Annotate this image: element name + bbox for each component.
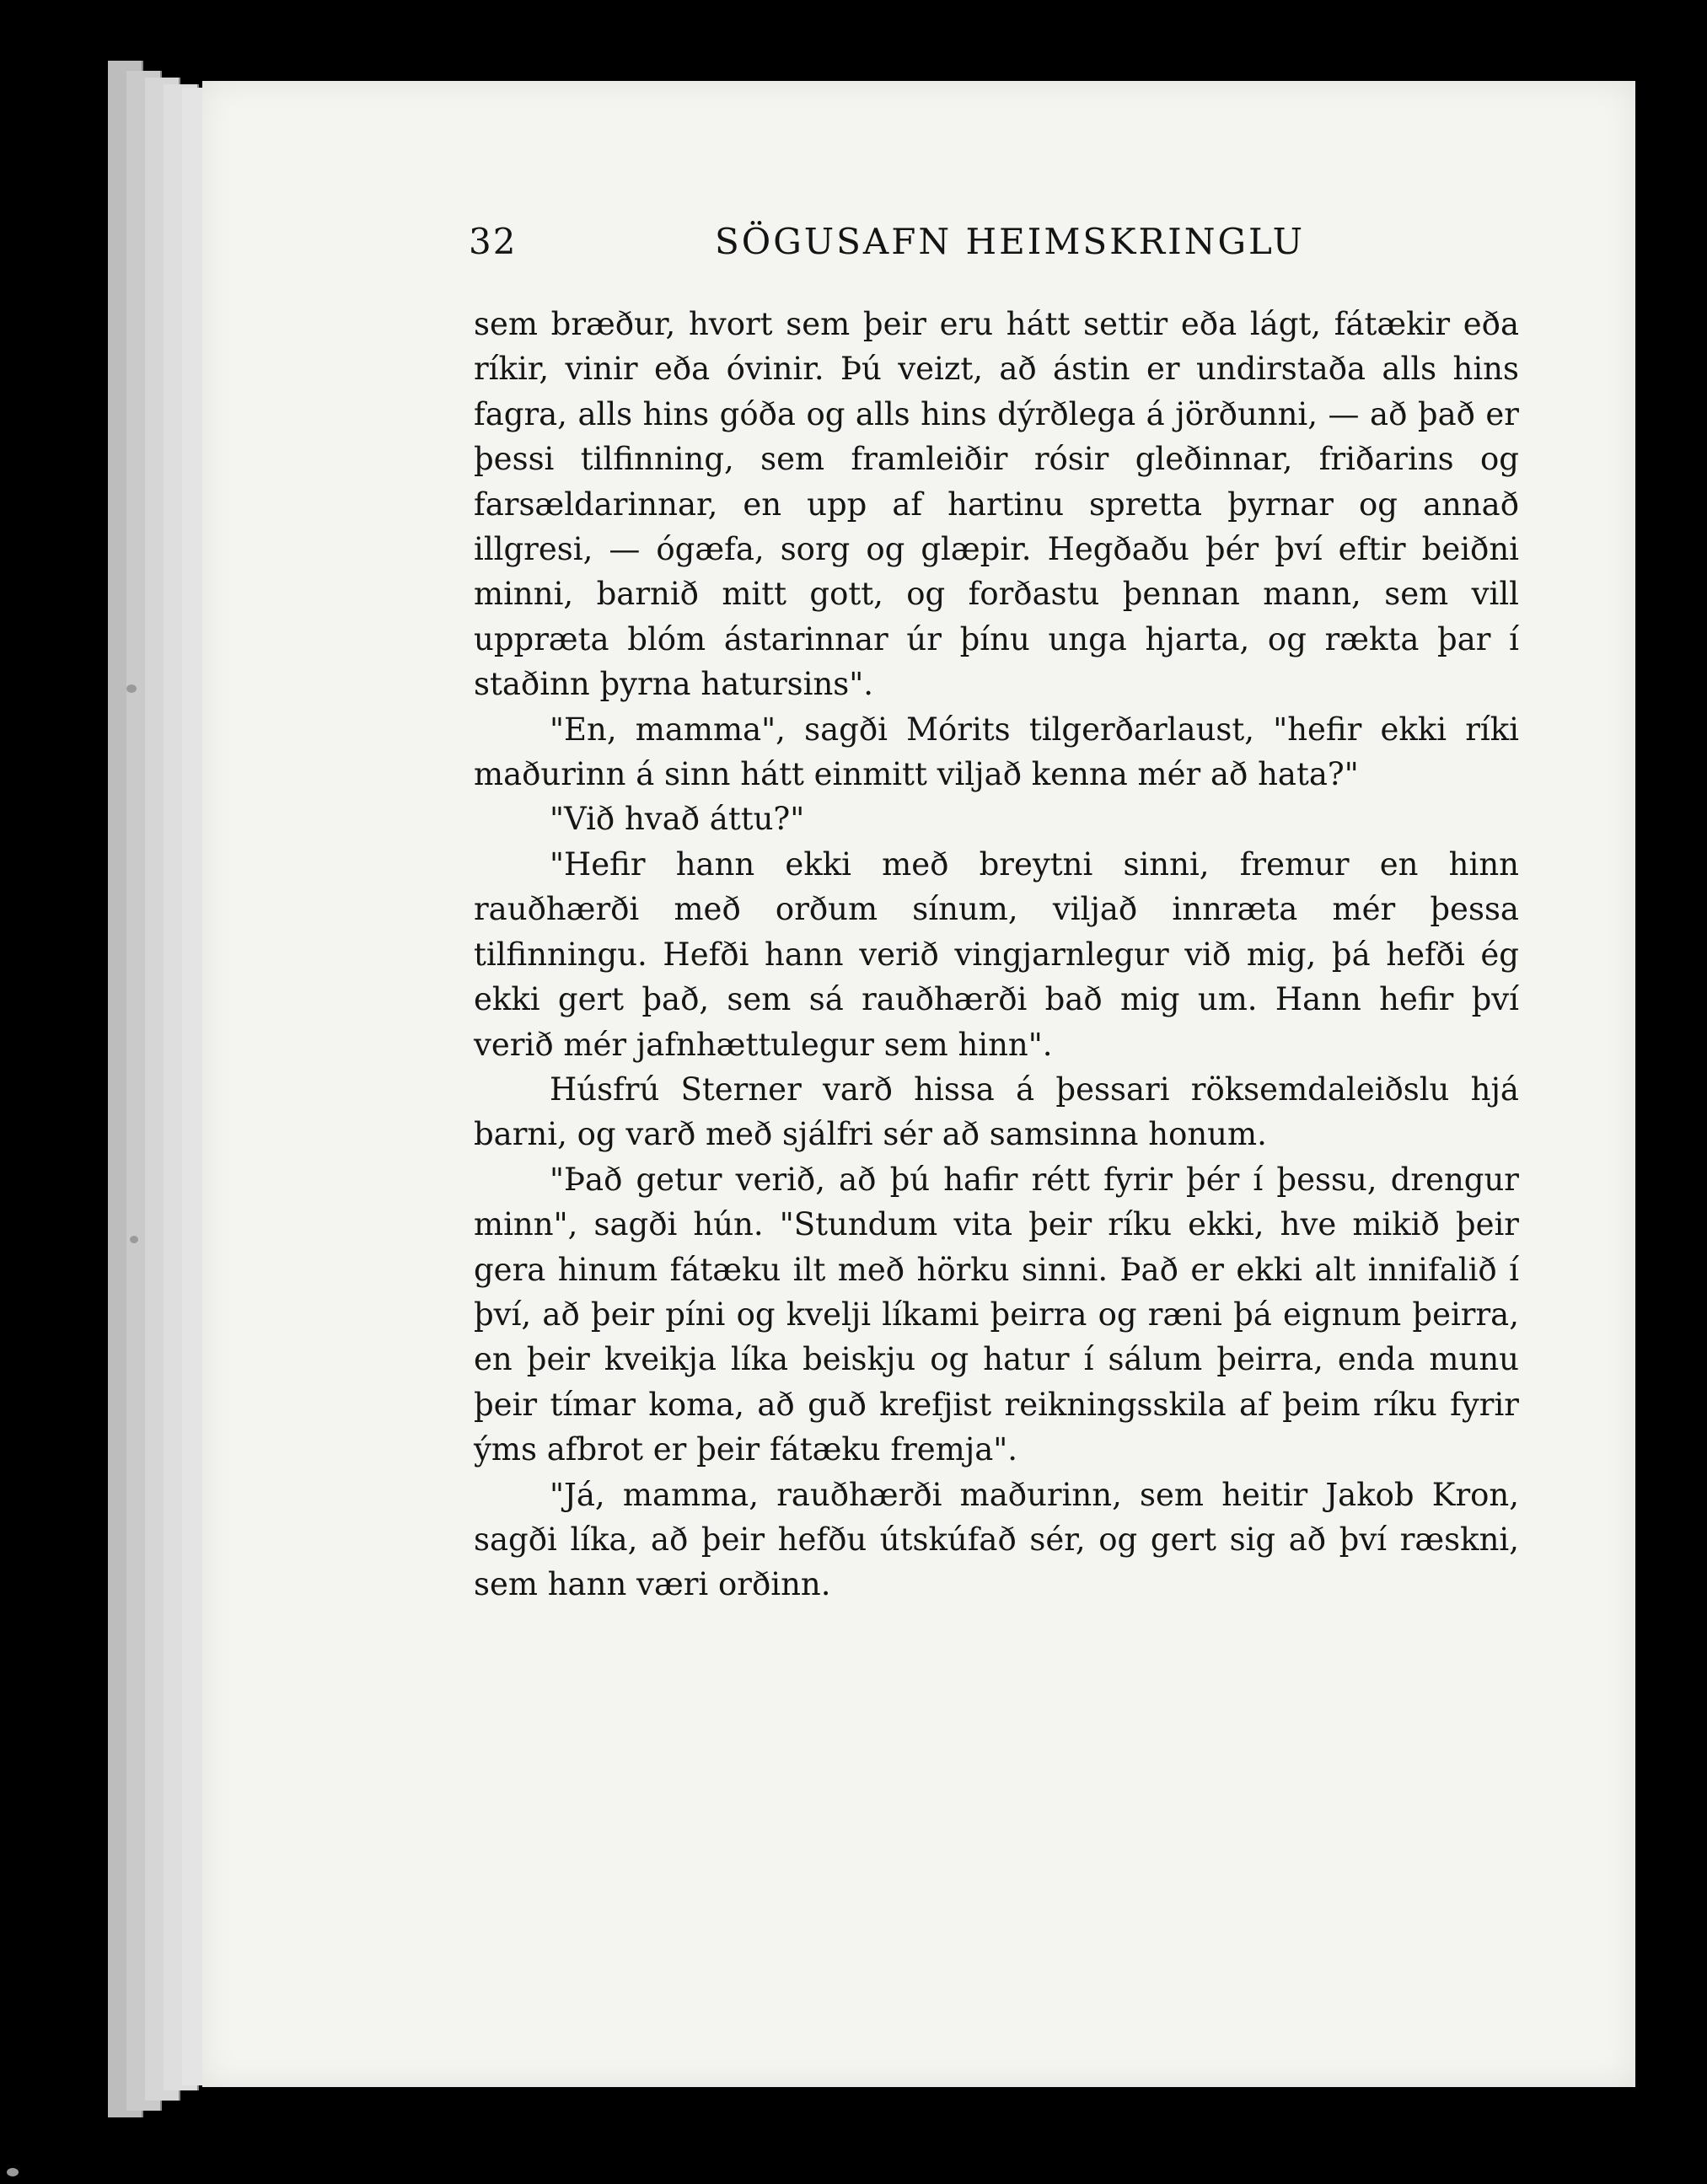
paragraph: "Það getur verið, að þú hafir rétt fyrir þér í þessu, drengur minn", sagði hún. "Stundum vita þeir ríku ekki, hve mikið þeir gera hinum fátæku ilt með hörku sinni. Það er ekki alt innifalið í því, að þeir píni og kvelji líkami þeirra og ræni þá eignum þeirra, en þeir kveikja líka beiskju og hatur í sálum þeirra, enda munu þeir tímar koma, að guð krefjist reikningsskila af þeim ríku fyrir ýms afbrot er þeir fátæku fremja". <box>474 1161 1519 1468</box>
paragraph: Húsfrú Sterner varð hissa á þessari röksemdaleiðslu hjá barni, og varð með sjálfri sér að samsinna honum. <box>474 1071 1519 1153</box>
scan-speck <box>126 684 137 693</box>
paragraph: "En, mamma", sagði Mórits tilgerðarlaust, "hefir ekki ríki maðurinn á sinn hátt einmitt viljað kenna mér að hata?" <box>474 711 1519 793</box>
page-number: 32 <box>469 221 518 262</box>
paragraph: "Já, mamma, rauðhærði maðurinn, sem heitir Jakob Kron, sagði líka, að þeir hefðu útskúfað sér, og gert sig að því ræskni, sem hann væri orðinn. <box>474 1476 1519 1603</box>
paragraph: "Við hvað áttu?" <box>550 801 805 838</box>
running-title: SÖGUSAFN HEIMSKRINGLU <box>715 221 1306 262</box>
paragraph: sem bræður, hvort sem þeir eru hátt settir eða lágt, fátækir eða ríkir, vinir eða óvinir. Þú veizt, að ástin er undirstaða alls hins fagra, alls hins góða og alls hins dýrðlega á jörðunni, — að það er þessi tilfinning, sem framleiðir rósir gleðinnar, friðarins og farsældarinnar, en upp af hartinu spretta þyrnar og annað illgresi, — ógæfa, sorg og glæpir. Hegðaðu þér því eftir beiðni minni, barnið mitt gott, og forðastu þennan mann, sem vill uppræta blóm ástarinnar úr þínu unga hjarta, og rækta þar í staðinn þyrna hatursins". <box>474 306 1519 703</box>
scan-speck <box>130 1236 138 1243</box>
paragraph: "Hefir hann ekki með breytni sinni, fremur en hinn rauðhærði með orðum sínum, viljað innræta mér þessa tilfinningu. Hefði hann verið vingjarnlegur við mig, þá hefði ég ekki gert það, sem sá rauðhærði bað mig um. Hann hefir því verið mér jafnhættulegur sem hinn". <box>474 845 1519 1063</box>
page-header <box>253 221 1382 271</box>
body-text <box>474 302 1519 1607</box>
scan-speck <box>7 2168 19 2176</box>
